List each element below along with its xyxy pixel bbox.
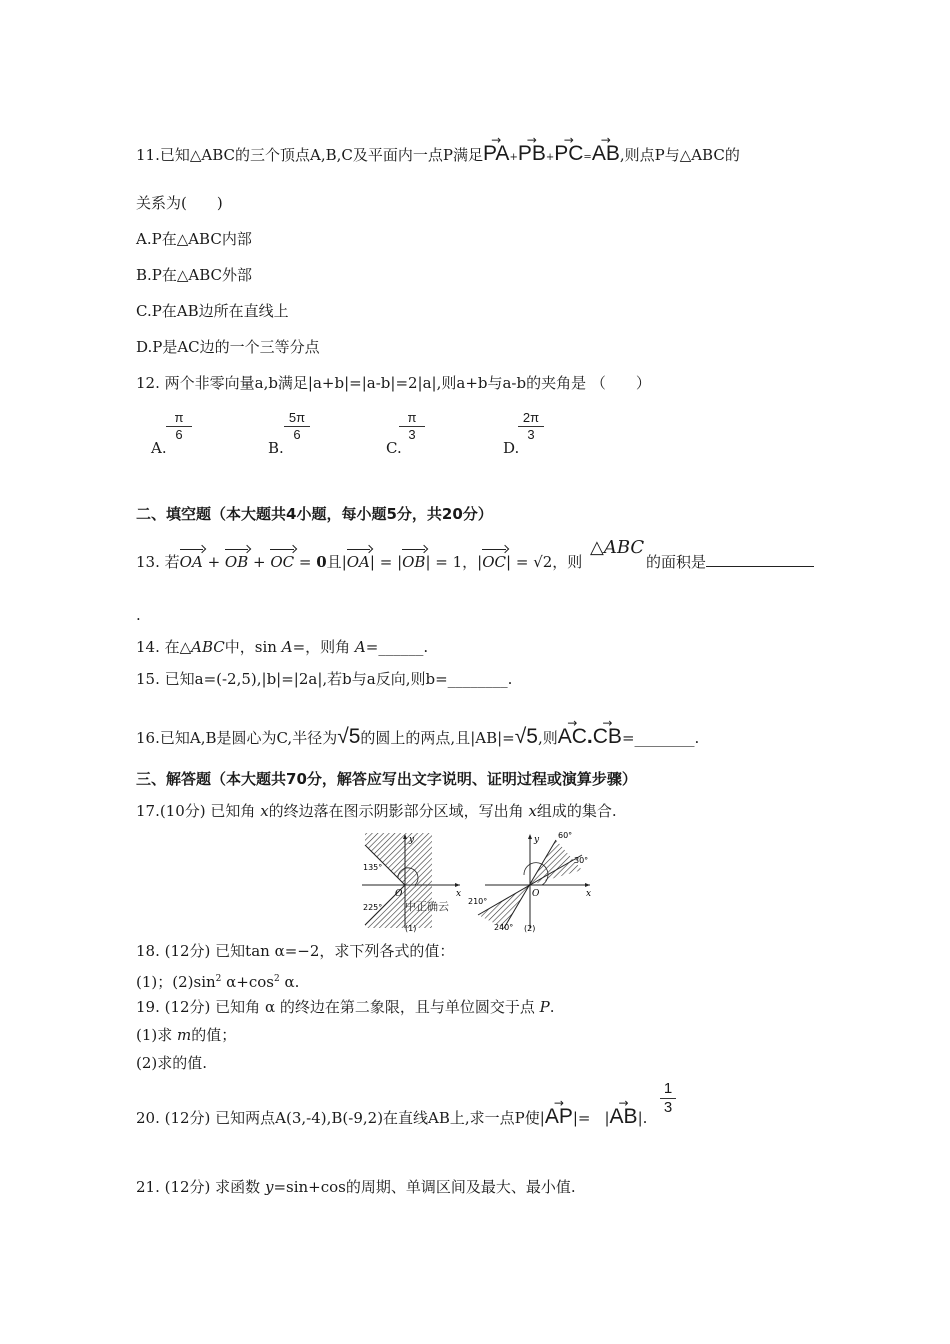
vector-oa: OA: [179, 553, 203, 571]
question-15: 15. 已知a=(-2,5),|b|=|2a|,若b与a反向,则b=________.: [136, 670, 513, 688]
question-19-line3: (2)求的值.: [136, 1054, 208, 1072]
fig2-caption: (2): [524, 924, 536, 933]
question-18-line1: 18. (12分) 已知tan α=−2，求下列各式的值：: [136, 942, 455, 960]
q11-option-b: B.P在△ABC外部: [136, 266, 253, 284]
fig1-watermark: 中正确云: [405, 900, 449, 913]
sqrt-2: √2: [533, 553, 553, 571]
q12-option-a-label: A.: [151, 439, 167, 457]
question-14: 14. 在△ABC中，sin A=，则角 A=______.: [136, 638, 429, 656]
vector-ab-2: → AB: [610, 1106, 638, 1128]
vector-ac: → AC: [558, 726, 587, 748]
q12-option-a-fraction: $\frac{\pi}{6}$: [166, 410, 192, 442]
question-19-line1: 19. (12分) 已知角 α 的终边在第二象限，且与单位圆交于点 P.: [136, 998, 555, 1016]
q11-stem: 11.已知△ABC的三个顶点A,B,C及平面内一点P满足: [136, 146, 483, 164]
question-16: 16.已知A,B是圆心为C,半径为√5的圆上的两点,且|AB|=√5,则→ AC.→ CB=________.: [136, 726, 699, 749]
fig1-shade-right: [405, 833, 432, 928]
fig2-shade-third-quadrant: [478, 885, 530, 928]
fig1-origin: O: [395, 889, 403, 899]
q12-option-c-fraction: $\frac{\pi}{3}$: [399, 410, 425, 442]
fig1-shade-upper: [365, 833, 405, 885]
q12-option-c-label: C.: [386, 439, 402, 457]
vector-cb: → CB: [593, 726, 622, 748]
q12-option-d-fraction: $\frac{2\pi}{3}$: [518, 410, 544, 442]
fig2-y-label: y: [534, 835, 540, 845]
section-2-heading: 二、填空题（本大题共4小题，每小题5分，共20分）: [136, 505, 493, 523]
vector-ap: → AP: [545, 1106, 573, 1128]
q13-tail: 的面积是: [646, 551, 814, 573]
question-19-line2: (1)求 m的值；: [136, 1026, 237, 1044]
fig1-angle-135: 135°: [363, 863, 383, 872]
vector-pb: → PB: [518, 143, 546, 165]
fig2-angle-60: 60°: [558, 831, 573, 840]
vector-pa: → PA: [483, 143, 509, 165]
angle-figures: [360, 828, 600, 936]
q12-option-b-fraction: $\frac{5\pi}{6}$: [284, 410, 310, 442]
vector-ob: OB: [224, 553, 249, 571]
figure-2: [468, 831, 591, 933]
q12-option-d-label: D.: [503, 439, 520, 457]
vector-ab: → AB: [592, 143, 620, 165]
question-13: 13. 若OA + OB + OC = 0且|OA| = |OB| = 1，|OC| = √2，则: [136, 553, 583, 571]
figure-1: [362, 833, 461, 933]
fig1-y-label: y: [409, 835, 415, 845]
question-18-line2: (1)；$(2)\sin^2$ $\alpha+\cos^2$ α.: [136, 973, 300, 991]
section-3-heading: 三、解答题（本大题共70分，解答应写出文字说明、证明过程或演算步骤）: [136, 770, 637, 788]
vector-oc: OC: [270, 553, 295, 571]
fig2-origin: O: [532, 889, 540, 899]
fig1-caption: (1): [405, 924, 417, 933]
fig2-angle-240: 240°: [494, 923, 514, 932]
question-12-stem: 12. 两个非零向量a,b满足|a+b|=|a-b|=2|a|,则a+b与a-b的夹角是 （ ）: [136, 374, 651, 392]
fig2-angle-210: 210°: [468, 897, 488, 906]
q11-option-a: A.P在△ABC内部: [136, 230, 252, 248]
vector-pc: → PC: [554, 143, 583, 165]
answer-blank: [706, 566, 814, 567]
fig1-x-label: x: [456, 889, 462, 899]
q11-option-c: C.P在AB边所在直线上: [136, 302, 289, 320]
q11-option-d: D.P是AC边的一个三等分点: [136, 338, 320, 356]
triangle-abc-label: △ABC: [590, 537, 645, 558]
sqrt-5: √5: [337, 725, 361, 748]
question-20: 20. (12分) 已知两点A(3,-4),B(-9,2)在直线AB上,求一点P使|→ AP|= |→ AB|.: [136, 1106, 647, 1129]
fig2-angle-30: 30°: [574, 856, 589, 865]
fig2-x-label: x: [586, 889, 592, 899]
question-11-line1: 11.已知△ABC的三个顶点A,B,C及平面内一点P满足→ PA+→ PB+→ PC=→ AB,则点P与△ABC的: [136, 143, 740, 169]
q11-line2: 关系为( ): [136, 194, 223, 212]
q20-fraction: $\frac{1}{3}$: [660, 1080, 676, 1116]
question-17: 17.(10分) 已知角 x的终边落在图示阴影部分区域，写出角 x组成的集合.: [136, 802, 617, 820]
q11-stem-tail: ,则点P与△ABC的: [619, 146, 740, 164]
question-21: 21. (12分) 求函数 y=sin+cos的周期、单调区间及最大、最小值.: [136, 1178, 576, 1196]
q13-dot: .: [136, 606, 141, 624]
fig1-angle-225: 225°: [363, 903, 383, 912]
q12-option-b-label: B.: [268, 439, 284, 457]
